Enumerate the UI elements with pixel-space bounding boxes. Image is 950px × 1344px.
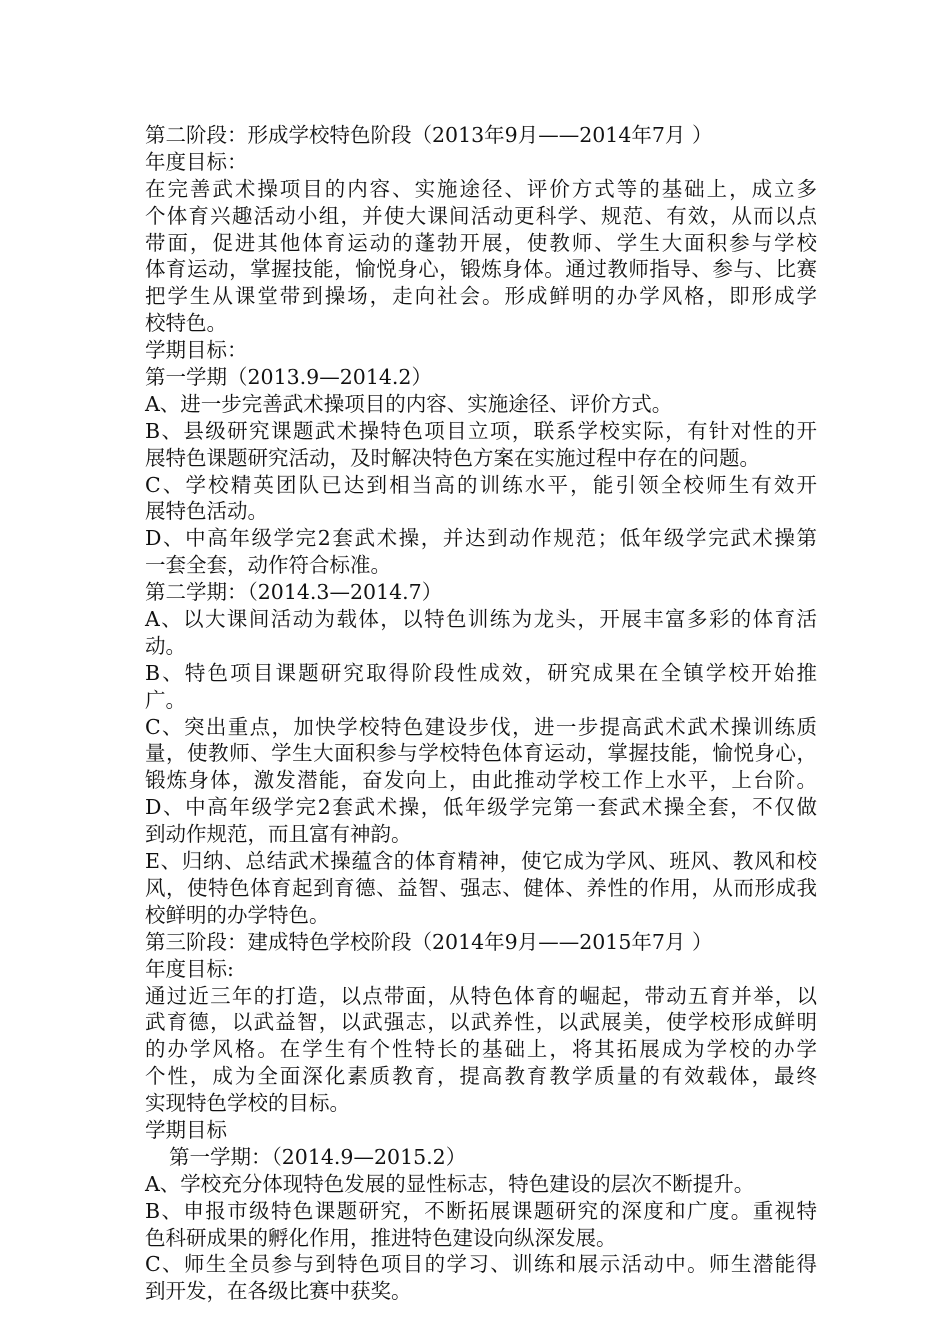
text-line: 锻炼身体，激发潜能，奋发向上，由此推动学校工作上水平，上台阶。 — [145, 768, 817, 793]
text-line: C、师生全员参与到特色项目的学习、训练和展示活动中。师生潜能得 — [145, 1252, 817, 1277]
text-line: 学期目标： — [145, 338, 248, 363]
text-line: D、中高年级学完2套武术操，低年级学完第一套武术操全套，不仅做 — [145, 795, 817, 820]
text-line: 年度目标： — [145, 149, 248, 174]
text-line: 第二阶段：形成学校特色阶段（2013年9月——2014年7月 ） — [145, 123, 713, 147]
text-line: 个性，成为全面深化素质教育，提高教育教学质量的有效载体，最终 — [145, 1064, 817, 1089]
text-line: B、县级研究课题武术操特色项目立项，联系学校实际，有针对性的开 — [145, 418, 817, 443]
text-line: 武育德，以武益智，以武强志，以武养性，以武展美，使学校形成鲜明 — [145, 1010, 817, 1035]
text-line: 的办学风格。在学生有个性特长的基础上，将其拓展成为学校的办学 — [145, 1037, 817, 1062]
text-line: 展特色课题研究活动，及时解决特色方案在实施过程中存在的问题。 — [145, 445, 760, 470]
text-line: 把学生从课堂带到操场，走向社会。形成鲜明的办学风格，即形成学 — [145, 284, 817, 309]
text-line: B、申报市级特色课题研究，不断拓展课题研究的深度和广度。重视特 — [145, 1198, 817, 1223]
text-line: A、进一步完善武术操项目的内容、实施途径、评价方式。 — [145, 391, 673, 416]
text-line: 广。 — [145, 687, 186, 712]
text-line: 校特色。 — [145, 311, 227, 336]
text-line: 带面，促进其他体育运动的蓬勃开展，使教师、学生大面积参与学校 — [145, 230, 817, 255]
text-line: 第一学期：（2014.9—2015.2） — [169, 1144, 467, 1169]
text-line: 体育运动，掌握技能，愉悦身心，锻炼身体。通过教师指导、参与、比赛 — [145, 257, 817, 282]
text-line: B、特色项目课题研究取得阶段性成效，研究成果在全镇学校开始推 — [145, 660, 817, 685]
document-body — [145, 122, 817, 1305]
text-line: 校鲜明的办学特色。 — [145, 902, 330, 927]
text-line: 第二学期：（2014.3—2014.7） — [145, 580, 443, 605]
text-line: 第一学期（2013.9—2014.2） — [145, 365, 432, 390]
text-line: 在完善武术操项目的内容、实施途径、评价方式等的基础上，成立多 — [145, 176, 817, 201]
text-line: 动。 — [145, 633, 186, 658]
text-line: C、学校精英团队已达到相当高的训练水平，能引领全校师生有效开 — [145, 472, 817, 497]
text-line: 年度目标: — [145, 956, 234, 981]
text-line: 学期目标 — [145, 1117, 227, 1142]
text-line: E、归纳、总结武术操蕴含的体育精神，使它成为学风、班风、教风和校 — [145, 849, 817, 874]
text-line: C、突出重点，加快学校特色建设步伐，进一步提高武术武术操训练质 — [145, 714, 817, 739]
text-line: 色科研成果的孵化作用，推进特色建设向纵深发展。 — [145, 1225, 617, 1250]
text-line: 个体育兴趣活动小组，并使大课间活动更科学、规范、有效，从而以点 — [145, 203, 817, 228]
text-line: 展特色活动。 — [145, 499, 268, 524]
text-line: 通过近三年的打造，以点带面，从特色体育的崛起，带动五育并举，以 — [145, 983, 817, 1008]
text-line: D、中高年级学完2套武术操，并达到动作规范；低年级学完武术操第 — [145, 526, 817, 551]
text-line: 风，使特色体育起到育德、益智、强志、健体、养性的作用，从而形成我 — [145, 875, 817, 900]
text-line: 第三阶段：建成特色学校阶段（2014年9月——2015年7月 ） — [145, 929, 713, 954]
text-line: 一套全套，动作符合标准。 — [145, 553, 391, 578]
text-line: 到开发，在各级比赛中获奖。 — [145, 1279, 412, 1304]
text-line: 到动作规范，而且富有神韵。 — [145, 822, 412, 847]
text-line: A、以大课间活动为载体，以特色训练为龙头，开展丰富多彩的体育活 — [145, 607, 817, 632]
text-line: 实现特色学校的目标。 — [145, 1091, 350, 1116]
text-line: 量，使教师、学生大面积参与学校特色体育运动，掌握技能，愉悦身心， — [145, 741, 817, 766]
text-line: A、学校充分体现特色发展的显性标志，特色建设的层次不断提升。 — [145, 1171, 755, 1196]
